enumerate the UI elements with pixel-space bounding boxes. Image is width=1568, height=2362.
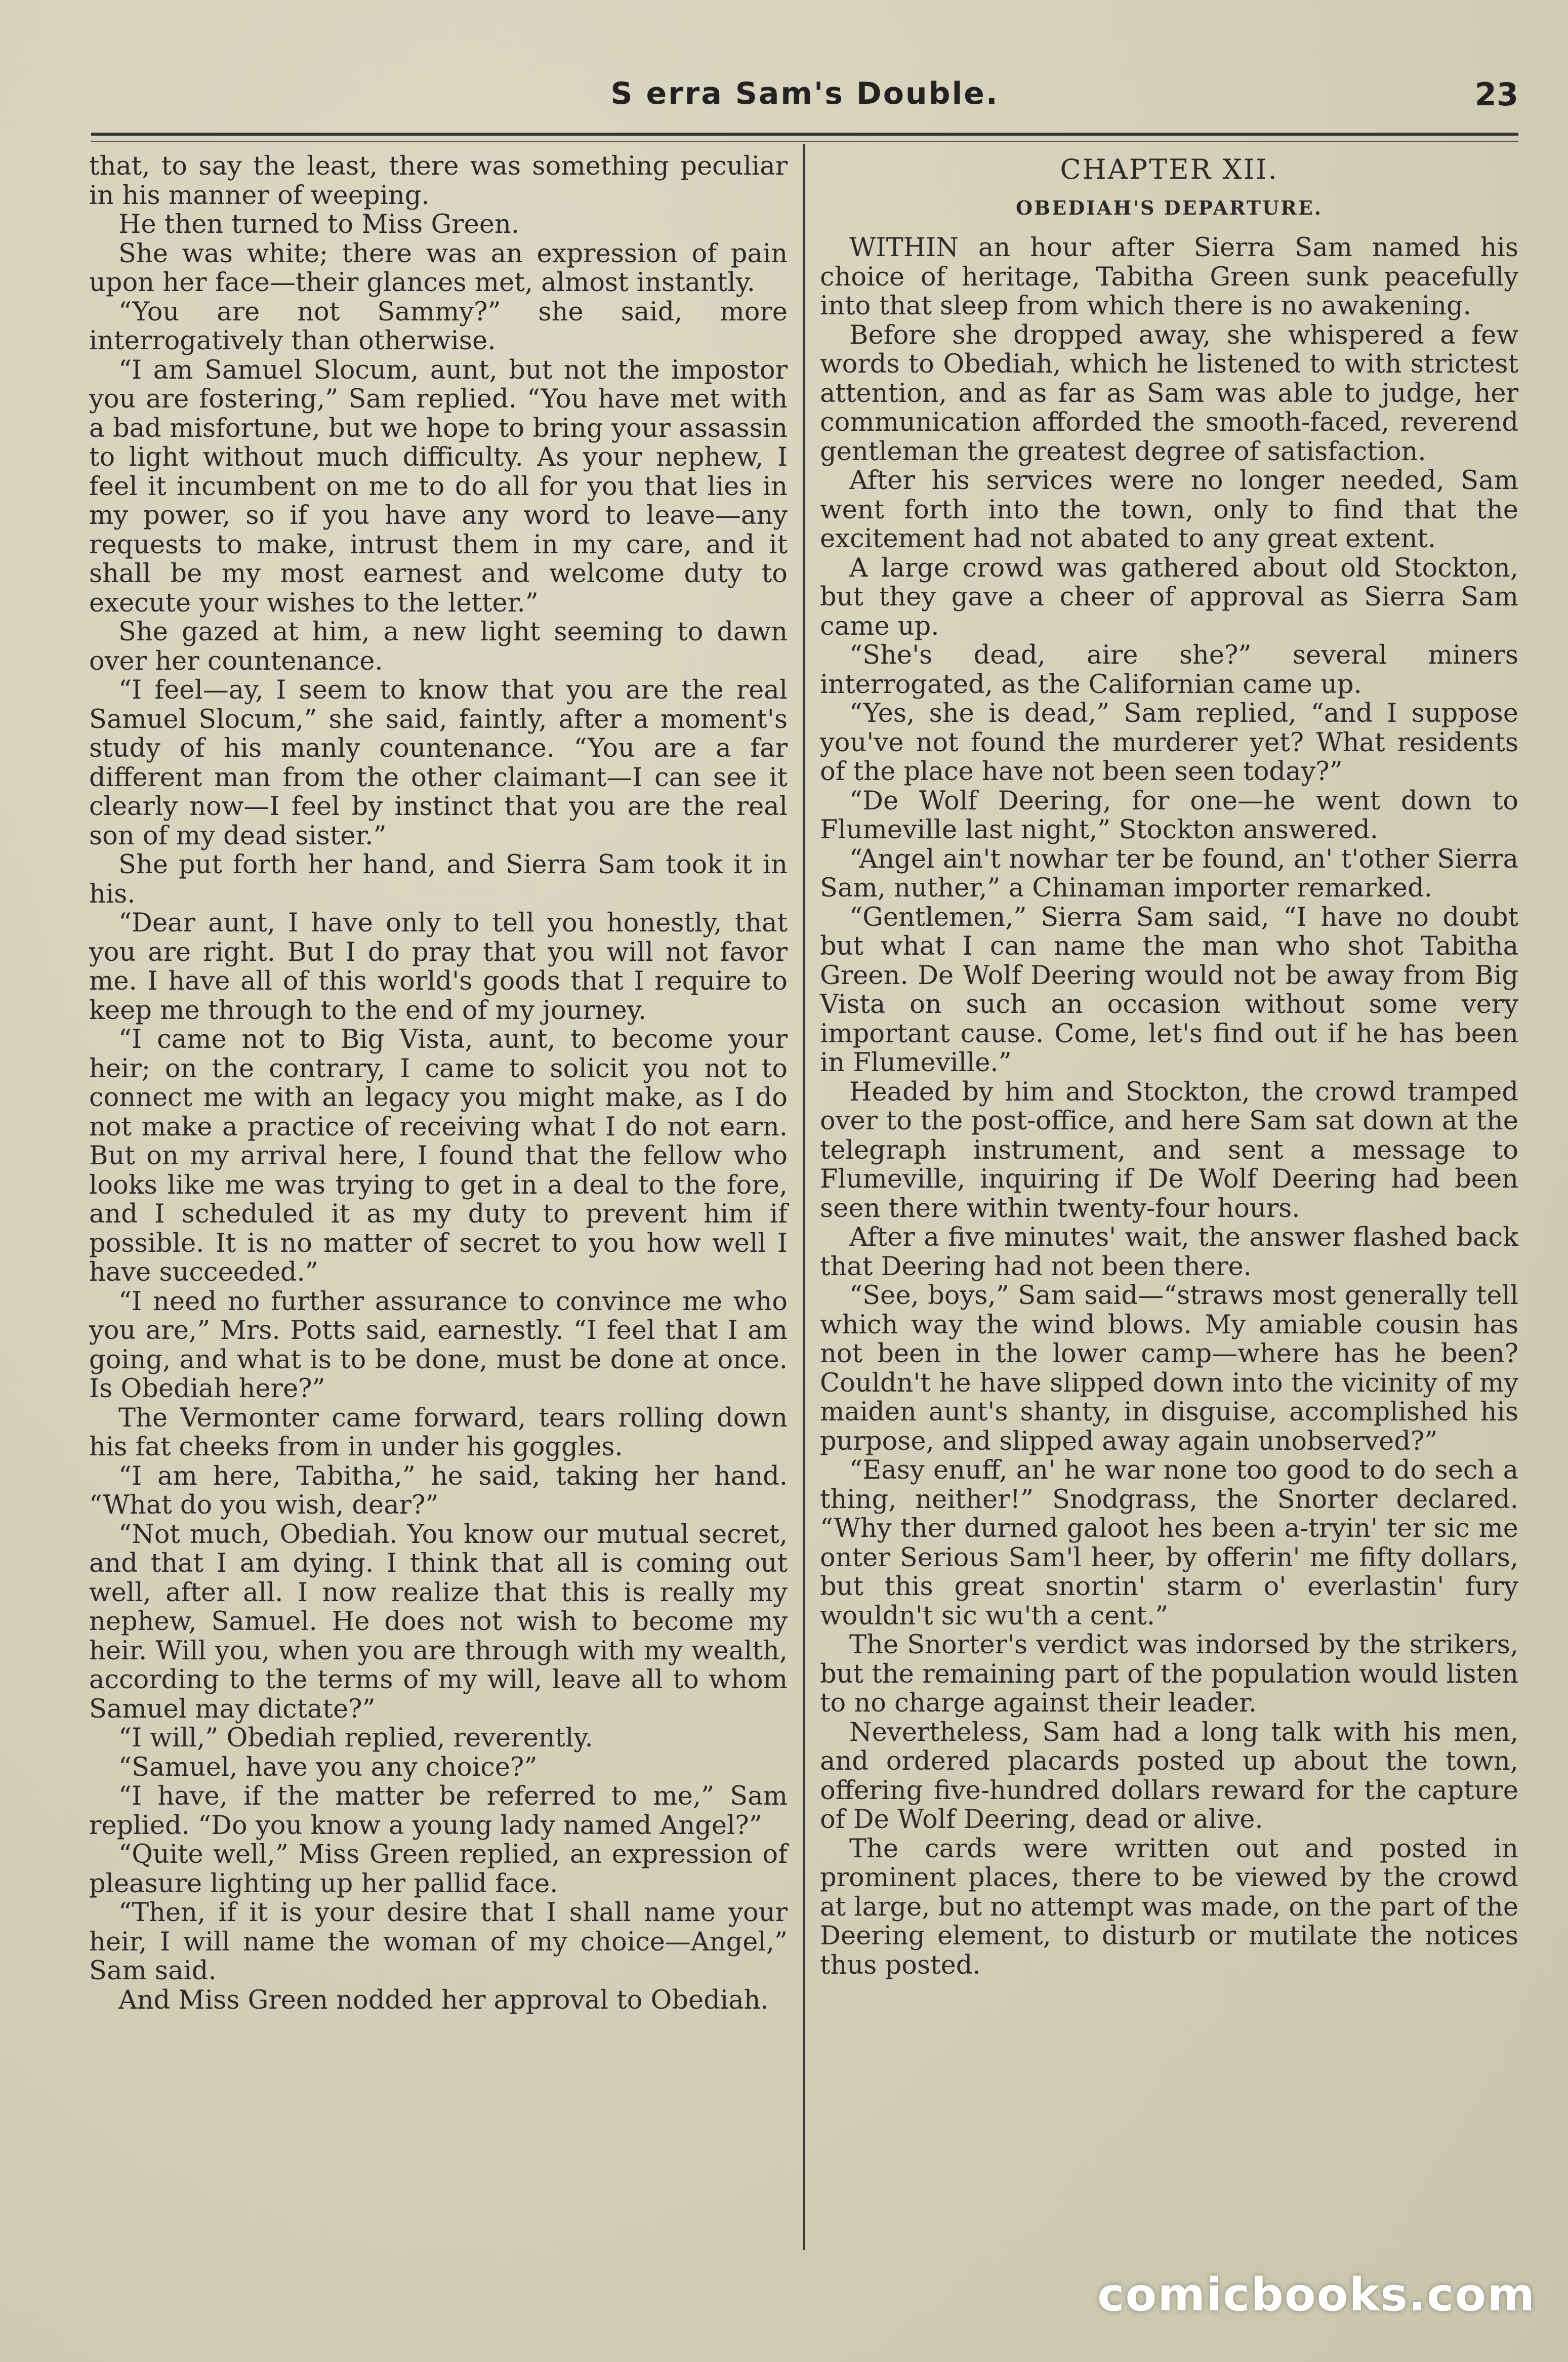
left-column (89, 152, 788, 2015)
paragraph: The Snorter's verdict was indorsed by the strikers, but the remaining part of the population would listen to no charge against their leader. (820, 1630, 1518, 1718)
paragraph: And Miss Green nodded her approval to Obediah. (118, 1985, 769, 2015)
paragraph: “Yes, she is dead,” Sam replied, “and I suppose you've not found the murderer yet? What residents of the place have not been seen today?” (820, 699, 1518, 787)
paragraph: She gazed at him, a new light seeming to dawn over her countenance. (89, 617, 788, 676)
right-column (820, 152, 1518, 1980)
paragraph: The cards were written out and posted in prominent places, there to be viewed by the crowd at large, but no attempt was made, on the part of the Deering element, to disturb or mutilate the notices thus posted. (820, 1834, 1518, 1980)
paragraph: After his services were no longer needed, Sam went forth into the town, only to find that the excitement had not abated to any great extent. (820, 466, 1518, 554)
page-number: 23 (1474, 76, 1518, 113)
paragraph: “She's dead, aire she?” several miners interrogated, as the Californian came up. (820, 640, 1518, 700)
paragraph: “I am here, Tabitha,” he said, taking her hand. “What do you wish, dear?” (89, 1461, 788, 1520)
paragraph: A large crowd was gathered about old Stockton, but they gave a cheer of approval as Sierra Sam came up. (820, 553, 1518, 641)
paragraph: After a five minutes' wait, the answer flashed back that Deering had not been there. (820, 1223, 1518, 1282)
paragraph: “I came not to Big Vista, aunt, to become your heir; on the contrary, I came to solicit you not to connect me with an legacy you might make, as I do not make a practice of receiving what I do not earn. But on my arrival here, I found that the fellow who looks like me was trying to get in a deal to the fore, and I scheduled it as my duty to prevent him if possible. It is no matter of secret to you how well I have succeeded.” (89, 1025, 788, 1287)
paragraph: that, to say the least, there was something peculiar in his manner of weeping. (89, 151, 788, 211)
paragraph: “Easy enuff, an' he war none too good to do sech a thing, neither!” Snodgrass, the Snorter declared. “Why ther durned galoot hes been a-tryin' ter sic me onter Serious Sam'l heer, by offerin' me fifty dollars, but this great snortin' starm o' everlastin' fury wouldn't sic wu'th a cent.” (820, 1455, 1518, 1631)
paragraph: “Samuel, have you any choice?” (118, 1752, 538, 1782)
paragraph: “I am Samuel Slocum, aunt, but not the impostor you are fostering,” Sam replied. “You have met with a bad misfortune, but we hope to bring your assassin to light without much difficulty. As your nephew, I feel it incumbent on me to do all for you that lies in my power, so if you have any word to leave—any requests to make, intrust them in my care, and it shall be my most earnest and welcome duty to execute your wishes to the letter.” (89, 355, 788, 618)
chapter-heading: CHAPTER XII. (1060, 153, 1278, 185)
paragraph: “You are not Sammy?” she said, more interrogatively than otherwise. (89, 297, 788, 356)
paragraph: “Then, if it is your desire that I shall name your heir, I will name the woman of my choice—Angel,” Sam said. (89, 1898, 788, 1986)
paragraph: “I have, if the matter be referred to me,” Sam replied. “Do you know a young lady named Angel?” (89, 1781, 788, 1841)
paragraph: “I will,” Obediah replied, reverently. (118, 1723, 593, 1753)
column-divider (803, 144, 805, 2250)
running-title: S erra Sam's Double. (610, 76, 999, 111)
paragraph: “Gentlemen,” Sierra Sam said, “I have no doubt but what I can name the man who shot Tabitha Green. De Wolf Deering would not be away from Big Vista on such an occasion without some very important cause. Come, let's find out if he has been in Flumeville.” (820, 902, 1518, 1078)
paragraph: Before she dropped away, she whispered a few words to Obediah, which he listened to with strictest attention, and as far as Sam was able to judge, her communication afforded the smooth-faced, reverend gentleman the greatest degree of satisfaction. (820, 320, 1518, 467)
paragraph: She was white; there was an expression of pain upon her face—their glances met, almost instantly. (89, 238, 788, 298)
page-header (91, 66, 1518, 127)
paragraph: The Vermonter came forward, tears rolling down his fat cheeks from in under his goggles. (89, 1403, 788, 1462)
paragraph: He then turned to Miss Green. (118, 210, 520, 239)
paragraph: “Angel ain't nowhar ter be found, an' t'other Sierra Sam, nuther,” a Chinaman importer remarked. (820, 844, 1518, 903)
paragraph: “Quite well,” Miss Green replied, an expression of pleasure lighting up her pallid face. (89, 1840, 788, 1899)
paragraph: “I need no further assurance to convince me who you are,” Mrs. Potts said, earnestly. “I feel that I am going, and what is to be done, must be done at once. Is Obediah here?” (89, 1286, 788, 1404)
paragraph: WITHIN an hour after Sierra Sam named his choice of heritage, Tabitha Green sunk peacefully into that sleep from which there is no awakening. (820, 233, 1518, 321)
paragraph: “De Wolf Deering, for one—he went down to Flumeville last night,” Stockton answered. (820, 786, 1518, 845)
chapter-subtitle: OBEDIAH'S DEPARTURE. (1016, 196, 1323, 219)
paragraph: “See, boys,” Sam said—“straws most generally tell which way the wind blows. My amiable cousin has not been in the lower camp—where has he been? Couldn't he have slipped down into the vicinity of my maiden aunt's shanty, in disguise, accomplished his purpose, and slipped away again unobserved?” (820, 1281, 1518, 1456)
paragraph: She put forth her hand, and Sierra Sam took it in his. (89, 850, 788, 909)
paragraph: Nevertheless, Sam had a long talk with his men, and ordered placards posted up about the town, offering five-hundred dollars reward for the capture of De Wolf Deering, dead or alive. (820, 1717, 1518, 1835)
paragraph: Headed by him and Stockton, the crowd tramped over to the post-office, and here Sam sat down at the telegraph instrument, and sent a message to Flumeville, inquiring if De Wolf Deering had been seen there within twenty-four hours. (820, 1077, 1518, 1224)
paragraph: “I feel—ay, I seem to know that you are the real Samuel Slocum,” she said, faintly, after a moment's study of his manly countenance. “You are a far different man from the other claimant—I can see it clearly now—I feel by instinct that you are the real son of my dead sister.” (89, 675, 788, 851)
watermark: comicbooks.com (1097, 2268, 1536, 2322)
paragraph: “Dear aunt, I have only to tell you honestly, that you are right. But I do pray that you will not favor me. I have all of this world's goods that I require to keep me through to the end of my journey. (89, 908, 788, 1026)
header-rule (91, 133, 1518, 142)
paragraph: “Not much, Obediah. You know our mutual secret, and that I am dying. I think that all is coming out well, after all. I now realize that this is really my nephew, Samuel. He does not wish to become my heir. Will you, when you are through with my wealth, according to the terms of my will, leave all to whom Samuel may dictate?” (89, 1519, 788, 1724)
